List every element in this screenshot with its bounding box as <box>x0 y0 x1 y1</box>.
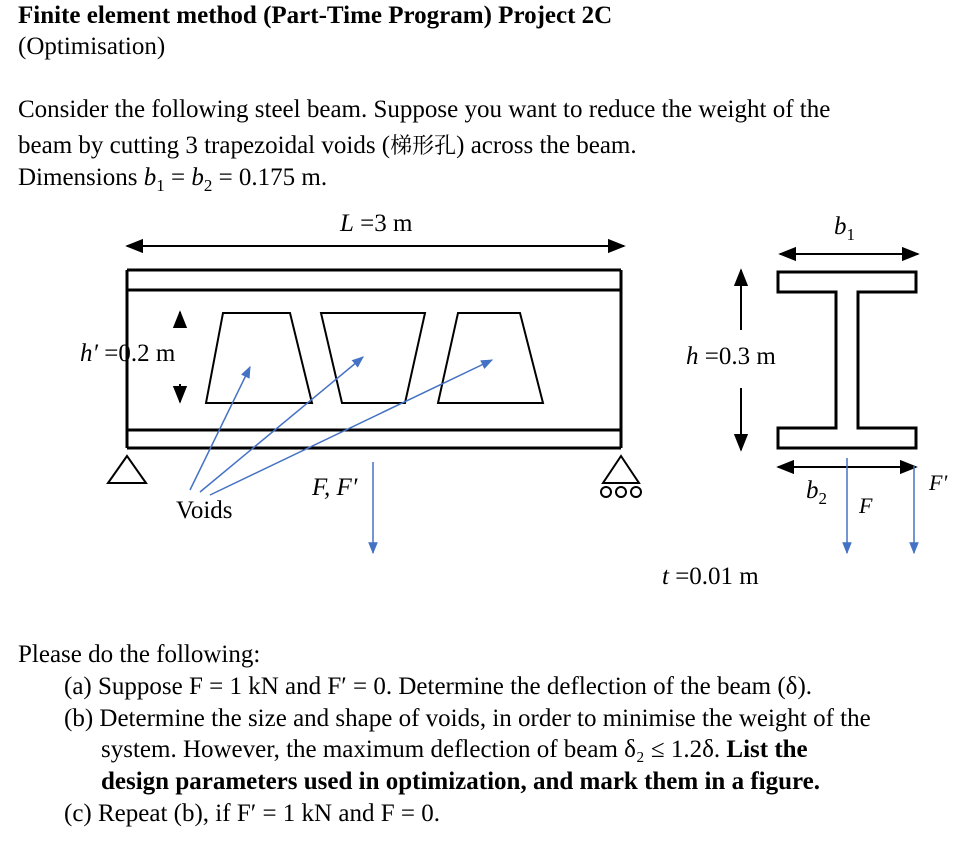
void-1 <box>206 313 312 403</box>
roller-support <box>601 456 641 497</box>
b2-label-var: b <box>806 477 819 504</box>
dimension-value: = 0.175 m. <box>212 164 328 191</box>
task-b-line-2 <box>101 736 808 764</box>
dimensions-prefix: Dimensions <box>18 164 144 191</box>
void-3 <box>438 313 543 403</box>
b2-subscript: 2 <box>203 176 213 195</box>
i-section <box>778 272 916 448</box>
h-label <box>686 343 776 371</box>
hprime-label <box>80 340 175 368</box>
b1-symbol: b <box>143 164 157 191</box>
intro-line-2-pre: beam by cutting 3 trapezoidal voids ( <box>18 132 391 159</box>
task-c: (c) Repeat (b), if F′ = 1 kN and F = 0. <box>64 800 440 827</box>
length-label <box>340 210 412 238</box>
task-b-line-3-bold: design parameters used in optimization, and mark them in a figure. <box>101 768 820 795</box>
t-var: t <box>662 563 669 590</box>
voids-label: Voids <box>176 497 233 524</box>
t-value: =0.01 m <box>668 563 759 590</box>
task-b-line-1: (b) Determine the size and shape of voids, in order to minimise the weight of the <box>64 705 871 732</box>
h-value: =0.3 m <box>698 343 776 370</box>
task-b-line-2-text: system. However, the maximum deflection of beam δ₂ ≤ 1.2δ. <box>101 736 727 763</box>
void-pointer-2 <box>200 357 363 492</box>
beam-body <box>127 270 621 448</box>
void-2 <box>321 313 425 403</box>
length-value: =3 m <box>353 210 413 237</box>
b2-label-sub: 2 <box>818 489 827 508</box>
pin-support <box>108 456 146 483</box>
hprime-var: h′ <box>80 340 98 367</box>
b1-subscript: 1 <box>156 176 165 195</box>
b1-label-var: b <box>834 213 847 240</box>
intro-line-2-cjk: 梯形孔 <box>390 134 457 159</box>
task-b-line-3 <box>101 768 820 796</box>
page-title: Finite element method (Part-Time Program) Project 2C <box>18 2 613 29</box>
page-subtitle: (Optimisation) <box>18 33 166 60</box>
b2-symbol: b <box>191 164 204 191</box>
b1-label-sub: 1 <box>846 225 855 244</box>
b2-label <box>806 477 827 509</box>
tasks-heading: Please do the following: <box>18 641 261 668</box>
load-label: F, F′ <box>312 474 358 501</box>
b1-label <box>834 213 855 245</box>
hprime-value: =0.2 m <box>97 340 176 367</box>
intro-line-2-post: ) across the beam. <box>456 132 637 159</box>
intro-line-1: Consider the following steel beam. Suppose you want to reduce the weight of the <box>18 96 831 123</box>
length-var: L <box>340 210 354 237</box>
force-F-label: F <box>859 493 873 518</box>
t-label <box>662 563 759 591</box>
h-var: h <box>686 343 699 370</box>
force-Fp-label: F' <box>929 470 948 495</box>
task-b-line-2-bold: List the <box>726 736 808 763</box>
equals-1: = <box>164 164 192 191</box>
task-a: (a) Suppose F = 1 kN and F′ = 0. Determine the deflection of the beam (δ). <box>64 673 813 700</box>
